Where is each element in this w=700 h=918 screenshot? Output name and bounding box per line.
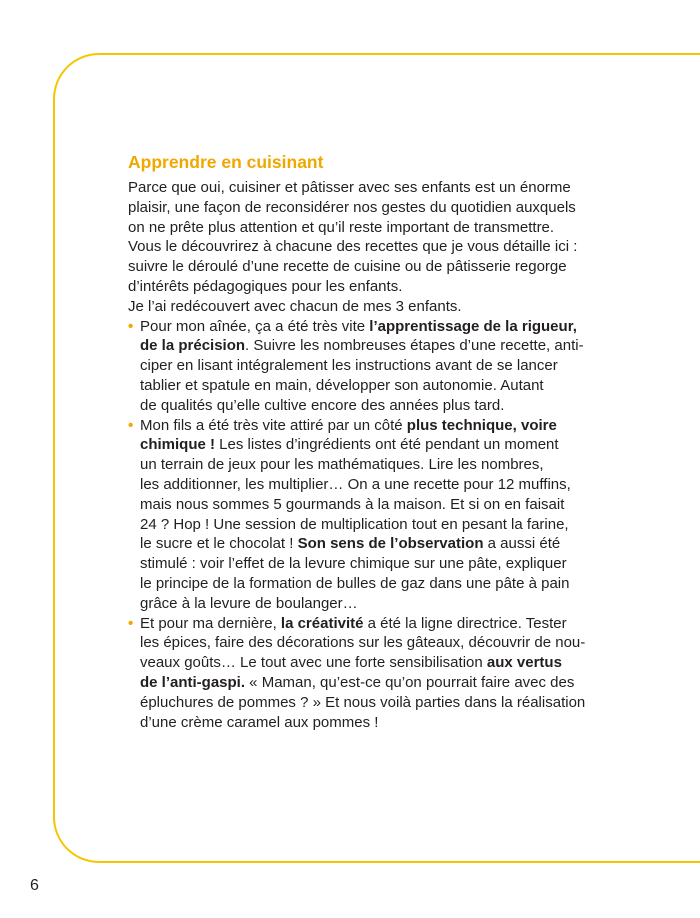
emphasis-text: aux vertus — [486, 654, 562, 672]
emphasis-text: la créativité — [280, 614, 364, 632]
body-text: ciper en lisant intégralement les instructions avant de se lancer — [140, 357, 558, 375]
intro-line: Parce que oui, cuisiner et pâtisser avec ses enfants est un énorme — [128, 179, 571, 196]
body-text: Et pour ma dernière, — [140, 614, 281, 632]
bullet-icon: • — [128, 317, 134, 335]
intro-line: Je l’ai redécouvert avec chacun de mes 3 enfants. — [128, 297, 462, 315]
intro-line: suivre le déroulé d’une recette de cuisine ou de pâtisserie regorge — [128, 258, 567, 276]
bullet-item — [128, 416, 608, 614]
body-text: a aussi été — [483, 535, 561, 553]
intro-line: plaisir, une façon de reconsidérer nos gestes du quotidien auxquels — [128, 198, 576, 216]
bullet-line — [140, 614, 608, 634]
bullet-line — [140, 336, 608, 356]
body-text: Les listes d’ingrédients ont été pendant un moment — [215, 436, 559, 454]
bullet-item — [128, 614, 608, 733]
bullet-line — [140, 376, 608, 396]
section-content — [128, 151, 608, 732]
body-text: Pour mon aînée, ça a été très vite — [140, 317, 370, 335]
body-text: d’une crème caramel aux pommes ! — [140, 713, 379, 731]
body-text: épluchures de pommes ? » Et nous voilà parties dans la réalisation — [140, 693, 586, 711]
bullet-line — [140, 475, 608, 495]
body-text: veaux goûts… Le tout avec une forte sensibilisation — [140, 654, 487, 672]
bullet-line — [140, 574, 608, 594]
body-text: un terrain de jeux pour les mathématiques. Lire les nombres, — [140, 456, 544, 474]
intro-paragraph — [128, 178, 608, 317]
bullet-line — [140, 396, 608, 416]
body-text: a été la ligne directrice. Tester — [363, 614, 567, 632]
body-text: « Maman, qu’est-ce qu’on pourrait faire avec des — [245, 673, 575, 691]
body-text: le principe de la formation de bulles de gaz dans une pâte à pain — [140, 574, 570, 592]
bullet-line — [140, 534, 608, 554]
bullet-line — [140, 633, 608, 653]
bullet-line — [140, 515, 608, 535]
emphasis-text: Son sens de l’observation — [297, 535, 484, 553]
emphasis-text: de l’anti-gaspi. — [140, 673, 246, 691]
intro-line: on ne prête plus attention et qu’il reste important de transmettre. — [128, 218, 555, 236]
bullet-icon: • — [128, 416, 134, 434]
bullet-icon: • — [128, 614, 134, 632]
emphasis-text: de la précision — [140, 337, 246, 355]
body-text: tablier et spatule en main, développer son autonomie. Autant — [140, 376, 544, 394]
body-text: les additionner, les multiplier… On a une recette pour 12 muffins, — [140, 475, 571, 493]
page-number: 6 — [30, 877, 39, 894]
emphasis-text: plus technique, voire — [406, 416, 557, 434]
body-text: de qualités qu’elle cultive encore des années plus tard. — [140, 396, 505, 414]
body-text: 24 ? Hop ! Une session de multiplication tout en pesant la farine, — [140, 515, 569, 533]
bullet-line — [140, 435, 608, 455]
bullet-line — [140, 317, 608, 337]
intro-line: d’intérêts pédagogiques pour les enfants. — [128, 277, 403, 295]
body-text: stimulé : voir l’effet de la levure chimique sur une pâte, expliquer — [140, 555, 567, 573]
emphasis-text: l’apprentissage de la rigueur, — [369, 317, 577, 335]
bullet-line — [140, 594, 608, 614]
emphasis-text: chimique ! — [140, 436, 216, 454]
bullet-line — [140, 693, 608, 713]
body-text: Mon fils a été très vite attiré par un côté — [140, 416, 407, 434]
body-text: le sucre et le chocolat ! — [140, 535, 298, 553]
section-title: Apprendre en cuisinant — [128, 152, 324, 172]
bullet-line — [140, 495, 608, 515]
bullet-line — [140, 673, 608, 693]
bullet-list — [128, 317, 608, 733]
bullet-line — [140, 554, 608, 574]
bullet-line — [140, 416, 608, 436]
body-text: . Suivre les nombreuses étapes d’une recette, anti- — [245, 337, 584, 355]
bullet-line — [140, 713, 608, 733]
body-text: grâce à la levure de boulanger… — [140, 594, 358, 612]
intro-line: Vous le découvrirez à chacune des recettes que je vous détaille ici : — [128, 238, 578, 256]
bullet-item — [128, 317, 608, 416]
bullet-line — [140, 653, 608, 673]
bullet-line — [140, 356, 608, 376]
body-text: les épices, faire des décorations sur les gâteaux, découvrir de nou- — [140, 634, 586, 652]
body-text: mais nous sommes 5 gourmands à la maison. Et si on en faisait — [140, 495, 565, 513]
bullet-line — [140, 455, 608, 475]
